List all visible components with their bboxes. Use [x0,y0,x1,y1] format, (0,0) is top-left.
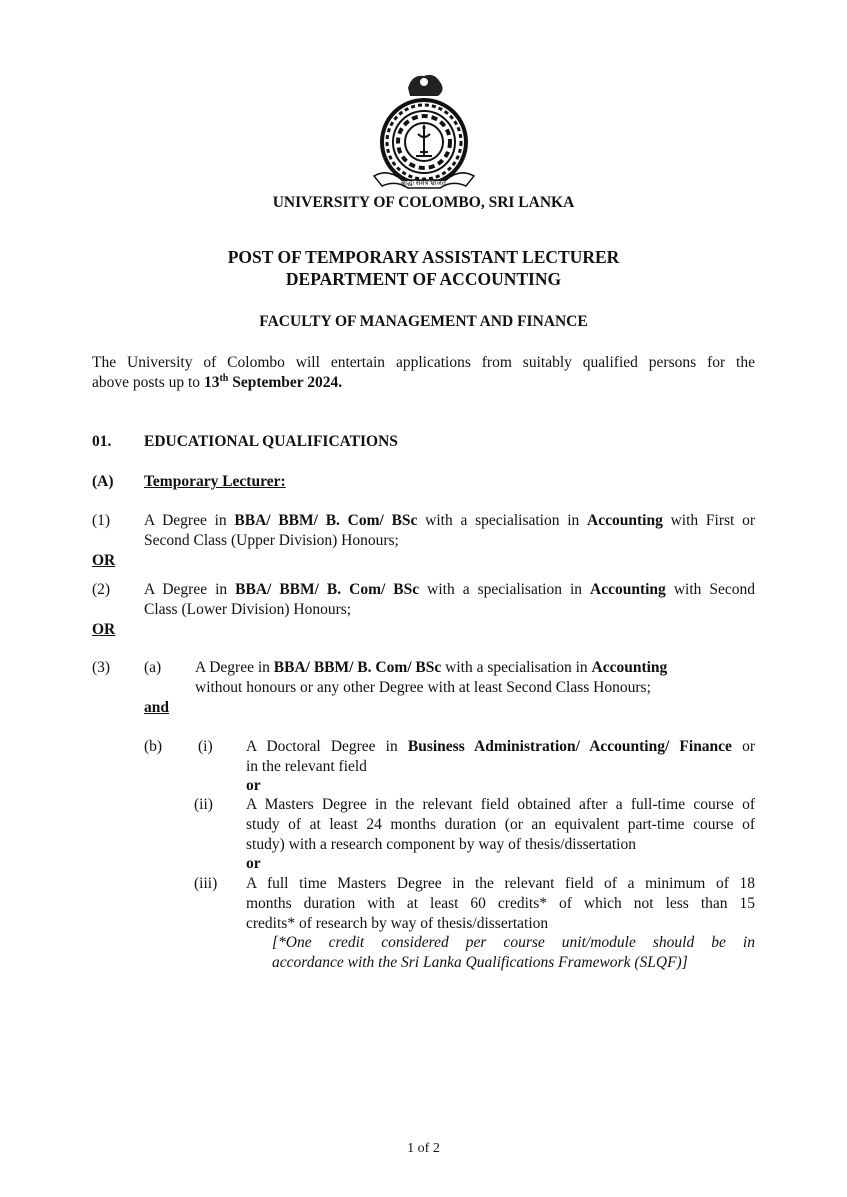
item-3a-line-1: A Degree in BBA/ BBM/ B. Com/ BSc with a specialisation in Accounting [195,659,668,676]
item-3b-ii-line-1: A Masters Degree in the relevant field obtained after a full-time course of [246,796,755,813]
item-3-number: (3) [92,659,111,676]
item-1-line-2: Second Class (Upper Division) Honours; [144,532,399,549]
or-connector-a: or [246,777,261,794]
item-3b-iii-label: (iii) [194,875,218,892]
item-1-line-1: A Degree in BBA/ BBM/ B. Com/ BSc with a specialisation in Accounting with First or [144,512,755,529]
page-number: 1 of 2 [407,1141,440,1156]
item-2-line-1: A Degree in BBA/ BBM/ B. Com/ BSc with a specialisation in Accounting with Second [144,581,755,598]
or-separator-1: OR [92,552,116,569]
section-title: EDUCATIONAL QUALIFICATIONS [144,433,398,450]
item-2-line-2: Class (Lower Division) Honours; [144,601,352,618]
faculty-title: FACULTY OF MANAGEMENT AND FINANCE [259,313,588,330]
item-3b-i-line-1: A Doctoral Degree in Business Administration/ Accounting/ Finance or [246,738,755,755]
item-3b-i-label: (i) [198,738,213,755]
item-3b-iii-line-1: A full time Masters Degree in the relevant field of a minimum of 18 [246,875,755,892]
item-3a-label: (a) [144,659,162,676]
subsection-title: Temporary Lecturer: [144,473,286,490]
university-name: UNIVERSITY OF COLOMBO, SRI LANKA [272,194,575,211]
credit-note-line-1: [*One credit considered per course unit/module should be in [272,934,755,951]
item-3b-ii-line-3: study) with a research component by way of thesis/dissertation [246,836,636,853]
or-separator-2: OR [92,621,116,638]
item-3a-line-2: without honours or any other Degree with at least Second Class Honours; [195,679,651,696]
university-crest-logo [368,68,480,192]
credit-note-line-2: accordance with the Sri Lanka Qualifications Framework (SLQF)] [272,954,688,971]
intro-line-2: above posts up to 13th September 2024. [92,372,343,391]
intro-line-1: The University of Colombo will entertain applications from suitably qualified persons for the [92,354,755,371]
or-connector-b: or [246,855,261,872]
section-number: 01. [92,433,112,450]
department-title: DEPARTMENT OF ACCOUNTING [285,269,562,289]
closing-date-day: 13 [203,374,220,391]
post-title: POST OF TEMPORARY ASSISTANT LECTURER [227,247,620,267]
item-3b-ii-label: (ii) [194,796,213,813]
item-3b-iii-line-2: months duration with at least 60 credits* of which not less than 15 [246,895,755,912]
item-2-number: (2) [92,581,111,598]
subsection-label: (A) [92,473,114,490]
item-3b-label: (b) [144,738,163,755]
crest-motto: बुद्धिः सर्वत्र भ्राजते [401,179,446,187]
item-3b-iii-line-3: credits* of research by way of thesis/dissertation [246,915,549,932]
item-3b-ii-line-2: study of at least 24 months duration (or an equivalent part-time course of [246,816,755,833]
and-connector: and [144,699,169,716]
item-3b-i-line-2: in the relevant field [246,758,367,775]
item-1-number: (1) [92,512,111,529]
